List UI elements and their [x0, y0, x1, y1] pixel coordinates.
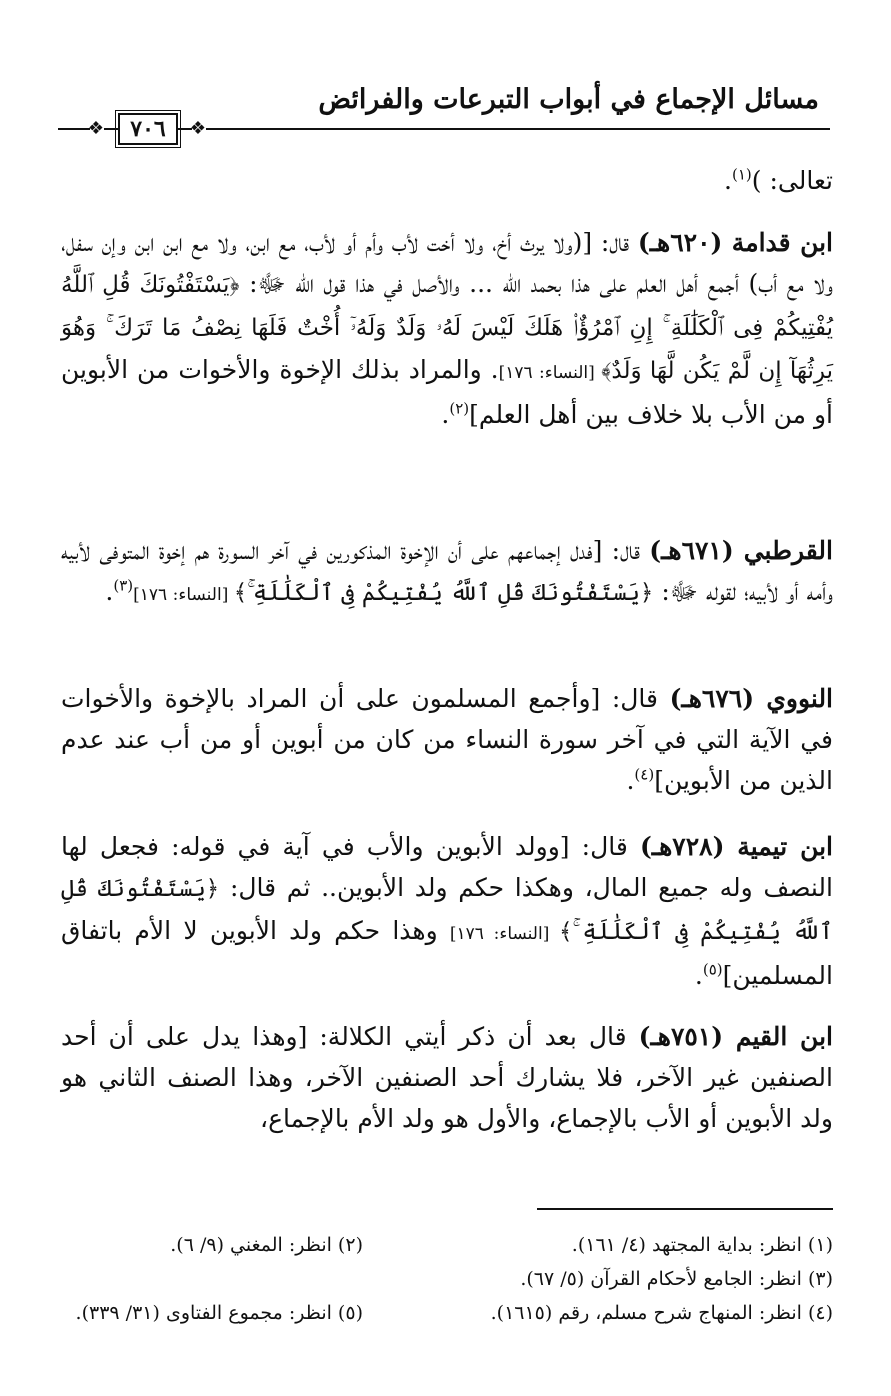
verse-reference: [النساء: ١٧٦]	[133, 585, 234, 605]
paragraph-ibn-al-qayyim: ابن القيم (٧٥١هـ) قال بعد أن ذكر أيتي الكلالة: [وهذا يدل على أن أحد الصنفين غير الآخر، فلا يشارك أحد الصنفين الآخر، وهذا الصنف الثاني هو ولد الأبوين أو الأب بالإجماع، والأول هو ولد الأم بالإجماع،	[61, 1022, 833, 1133]
verse-reference: [النساء: ١٧٦]	[498, 363, 602, 383]
scholar-name: ابن قدامة (٦٢٠هـ)	[637, 228, 834, 257]
footnote-ref: (٤)	[634, 765, 655, 784]
footnote-ref: (٢)	[449, 399, 470, 418]
quran-verse: ﴿يَسْتَفْتُونَكَ قُلِ ٱللَّهُ يُفْتِيكُمْ فِى ٱلْكَلَٰلَةِ ۚ إِنِ ٱمْرُؤٌا۟ هَلَكَ لَيْسَ لَهُۥ وَلَدٌ وَلَهُۥٓ أُخْتٌ فَلَهَا نِصْفُ مَا تَرَكَ ۚ وَهُوَ يَرِثُهَآ إِن لَّمْ يَكُن لَّهَا وَلَدٌ﴾	[61, 272, 834, 384]
footnote-2: (٢) انظر: المغني (٩/ ٦).	[170, 1234, 363, 1256]
paragraph-continuation: تعالى: )$^{(١)}$.	[724, 165, 833, 195]
footnote-row-3	[61, 1296, 833, 1330]
footnote-ref: (٣)	[113, 576, 134, 595]
footnote-ref: (٥)	[702, 960, 723, 979]
footnote-row-1	[61, 1228, 833, 1262]
ornament-left-icon: ❖	[90, 115, 104, 143]
ornament-right-icon: ❖	[192, 115, 206, 143]
paragraph-ibn-qudamah: ابن قدامة (٦٢٠هـ) قال: [(ولا يرث أخ، ولا أخت لأب وأم أو لأب، مع ابن، ولا مع ابن ابن وإن سفل، ولا مع أب) أجمع أهل العلم على هذا بحمد الله ... والأصل في هذا قول الله ﷻ: ﴿يَسْتَفْتُونَكَ قُلِ ٱللَّهُ يُفْتِيكُمْ فِى ٱلْكَلَٰلَةِ ۚ إِنِ ٱمْرُؤٌا۟ هَلَكَ لَيْسَ لَهُۥ وَلَدٌ وَلَهُۥٓ أُخْتٌ فَلَهَا نِصْفُ مَا تَرَكَ ۚ وَهُوَ يَرِثُهَآ إِن لَّمْ يَكُن لَّهَا وَلَدٌ﴾ [النساء: ١٧٦]. والمراد بذلك الإخوة والأخوات من الأبوين أو من الأب بلا خلاف بين أهل العلم]$^{(٢)}$.	[61, 228, 834, 429]
footnote-3: (٣) انظر: الجامع لأحكام القرآن (٥/ ٦٧).	[520, 1268, 833, 1290]
footnote-1: (١) انظر: بداية المجتهد (٤/ ١٦١).	[571, 1234, 833, 1256]
verse-reference: [النساء: ١٧٦]	[449, 924, 560, 944]
paragraph-nawawi: النووي (٦٧٦هـ) قال: [وأجمع المسلمون على أن المراد بالإخوة والأخوات في الآية التي في آخر سورة النساء من كان من أبوين أو من أب عند عدم الذين من الأبوين]$^{(٤)}$.	[61, 684, 834, 795]
footnote-ref: (١)	[732, 165, 752, 184]
page-number: ٧٠٦	[118, 113, 177, 145]
scholar-name: القرطبي (٦٧١هـ)	[649, 536, 833, 565]
quran-verse: ﴿يَسْتَفْتُونَكَ قُلِ ٱللَّهُ يُفْتِيكُمْ فِى ٱلْكَلَٰلَةِ ۚ﴾	[233, 580, 654, 606]
quran-verse: ﴿يَسْتَفْتُونَكَ قُلِ ٱللَّهُ يُفْتِيكُمْ فِى ٱلْكَلَٰلَةِ ۚ﴾	[61, 876, 833, 945]
running-header-title: مسائل الإجماع في أبواب التبرعات والفرائض	[318, 84, 819, 115]
scholar-name: ابن القيم (٧٥١هـ)	[638, 1022, 833, 1051]
footnote-row-2	[61, 1262, 833, 1296]
page-number-badge	[88, 111, 208, 147]
scholar-name: النووي (٦٧٦هـ)	[669, 684, 834, 713]
footnote-4: (٤) انظر: المنهاج شرح مسلم، رقم (١٦١٥).	[490, 1302, 833, 1324]
paragraph-qurtubi: القرطبي (٦٧١هـ) قال: [فدل إجماعهم على أن الإخوة المذكورين في آخر السورة هم إخوة المتوفى لأبيه وأمه أو لأبيه؛ لقوله ﷻ: ﴿يَسْتَفْتُونَكَ قُلِ ٱللَّهُ يُفْتِيكُمْ فِى ٱلْكَلَٰلَةِ ۚ﴾ [النساء: ١٧٦]$^{(٣)}$.	[61, 536, 833, 606]
footnote-separator	[537, 1208, 833, 1210]
footnote-5: (٥) انظر: مجموع الفتاوى (٣١/ ٣٣٩).	[75, 1302, 363, 1324]
scholar-name: ابن تيمية (٧٢٨هـ)	[639, 832, 834, 861]
paragraph-ibn-taymiyyah: ابن تيمية (٧٢٨هـ) قال: [وولد الأبوين والأب في آية في قوله: فجعل لها النصف وله جميع المال، وهكذا حكم ولد الأبوين.. ثم قال: ﴿يَسْتَفْتُونَكَ قُلِ ٱللَّهُ يُفْتِيكُمْ فِى ٱلْكَلَٰلَةِ ۚ﴾ [النساء: ١٧٦] وهذا حكم ولد الأبوين لا الأم باتفاق المسلمين]$^{(٥)}$.	[61, 832, 834, 990]
